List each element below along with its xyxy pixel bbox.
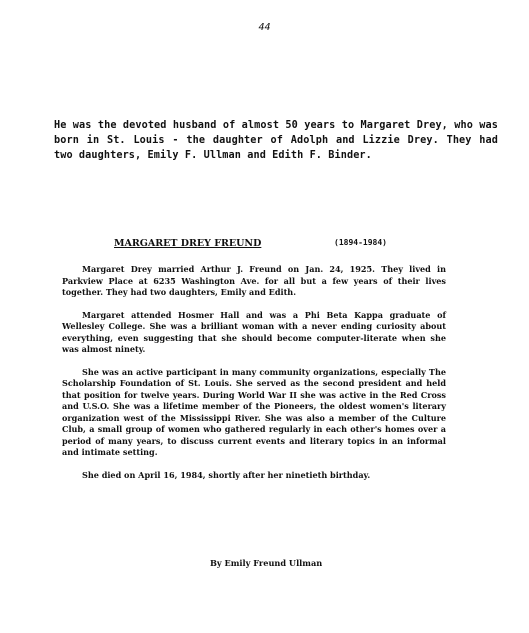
section-dates: (1894-1984) [334,238,387,247]
byline: By Emily Freund Ullman [210,558,323,568]
biography-paragraph: Margaret Drey married Arthur J. Freund on Jan. 24, 1925. They lived in Parkview Place at 6235 Washington Ave. for all but a few years of their lives together. They had two daughters, Emily and Edith. [62,264,446,297]
biography-paragraph: Margaret attended Hosmer Hall and was a Phi Beta Kappa graduate of Wellesley College. She was a brilliant woman with a never ending curiosity about everything, even suggesting that she should become computer-literate when she was almost ninety. [62,309,446,354]
biography-body [62,264,446,492]
biography-paragraph: She died on April 16, 1984, shortly after her ninetieth birthday. [82,469,371,480]
intro-paragraph: He was the devoted husband of almost 50 years to Margaret Drey, who was born in St. Louis - the daughter of Adolph and Lizzie Drey. They had two daughters, Emily F. Ullman and Edith F. Binder. [54,120,498,161]
biography-paragraph: She was an active participant in many community organizations, especially The Scholarship Foundation of St. Louis. She served as the second president and held that position for twelve years. During World War II she was active in the Red Cross and U.S.O. She was a lifetime member of the Pioneers, the oldest women's literary organization west of the Mississippi River. She was also a member of the Culture Club, a small group of women who gathered regularly in each other's homes over a period of many years, to discuss current events and literary topics in an informal and intimate setting. [62,366,446,457]
page-number: 44 [258,22,271,33]
section-title: MARGARET DREY FREUND [114,238,262,249]
